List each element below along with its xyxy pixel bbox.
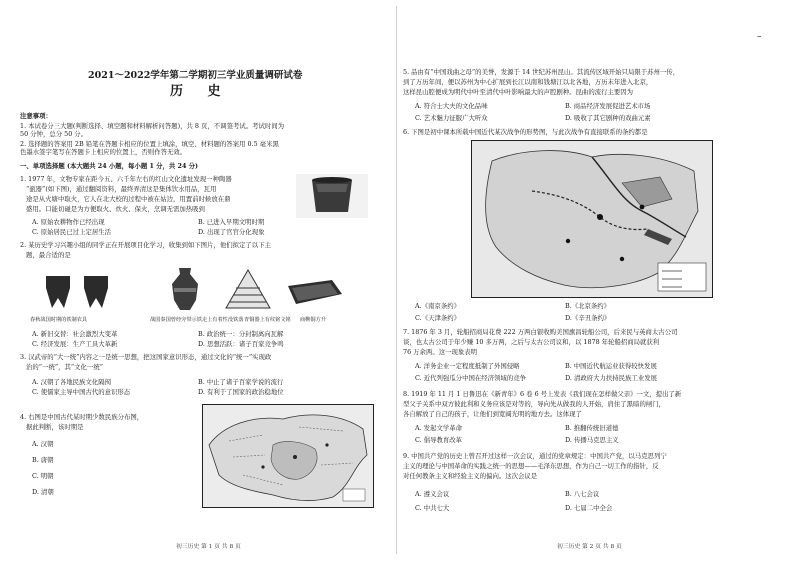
bronze-inscription-image [222, 268, 274, 312]
q8-option-c: C. 倡导教育改革 [415, 436, 463, 444]
q5-stem: 5. 品由有“中国戏曲之母”的美誉，发源于 14 世纪苏州昆山。其流传区域开始只局限于苏州一传， [403, 68, 680, 76]
q2-option-c: C. 经济发展：生产工具大革新 [32, 340, 118, 348]
ethnic-distribution-map [202, 404, 374, 508]
war-situation-map [471, 140, 713, 298]
q3-option-d: D. 有利于了国家的政治稳地位 [198, 388, 284, 396]
q9-option-a: A. 遵义会议 [415, 490, 450, 498]
page-footer-left: 初三历史 第 1 页 共 8 页 [176, 544, 241, 550]
q7-option-a: A. 洋务企业一定程度抵制了外国侵略 [415, 362, 520, 370]
q5-option-d: D. 吸收了其它剧种的戏曲元素 [565, 114, 651, 122]
notice-line: 色墨水签字笔写在答题卡上相应的位置上，否则作答无效。 [20, 148, 187, 156]
bronze-vessel-image [168, 266, 202, 312]
q5-option-a: A. 符合士大夫的文化品味 [415, 102, 488, 110]
q1-stem: 1. 1977 年，文物专家在距今五、六千年左右的红山文化遗址发现一种陶器 [20, 175, 232, 183]
q1-option-d: D. 出现了官官分化现象 [198, 228, 265, 236]
corner-dash-icon: – [757, 32, 762, 42]
q4-stem: 4. 右图是中国古代某时期少数民族分布图， [20, 413, 144, 421]
q6-option-a: A.《南京条约》 [415, 302, 460, 310]
exam-title: 2021～2022学年第二学期初三学业质量调研试卷 [88, 70, 303, 81]
q1-option-a: A. 原始农耕物作已经出现 [32, 218, 105, 226]
q9-stem: 对任何教条主义和经验主义的偏向。这次会议是 [403, 472, 538, 480]
q3-option-b: B. 中止了诸子百家学说的流行 [198, 378, 284, 386]
q1-option-c: C. 原始居民已过上定居生活 [32, 228, 112, 236]
q7-stem: 76 万余两。这一现象表明 [403, 348, 478, 356]
q1-stem: “瓿器”(如下图)，通过翻阅资料，最终弄清这是集体饮水用品，瓦用 [26, 185, 217, 193]
q3-stem: 3. 汉武帝的“大一统”内容之一是统一思想，把这国家意识形态，通过文化的“统一”实现政 [20, 353, 272, 361]
right-page [397, 0, 794, 561]
notice-line: 2. 选择题的答案用 2B 铅笔在答题卡相应的位置上填涂，填空、材料题的答案用 0.5 毫米黑 [20, 140, 279, 148]
bronze-measure-image [282, 272, 348, 312]
q5-stem: 这样昆山腔便成为明代中叶至清代中叶影响最大的声腔剧种。昆曲的流行主要因为 [403, 88, 634, 96]
q4-option-a: A. 汉朝 [32, 440, 54, 448]
q8-stem: 8. 1919 年 11 月 1 日鲁迅在《新青年》6 卷 6 号上发表《我们现在怎样做父亲》一文，提出了新 [403, 390, 682, 398]
image-caption: 商鞅铜方升 [300, 317, 326, 323]
q5-option-b: B. 商品经济发展促进艺术市场 [565, 102, 651, 110]
q2-option-a: A. 新旧交替：社会激烈大变革 [32, 330, 118, 338]
q3-option-a: A. 汉朝了各地民族文化隔阂 [32, 378, 111, 386]
q4-option-c: C. 明朝 [32, 472, 54, 480]
q8-stem: 各自解放了自己的孩子，让他们到宽阔光明的地方去。这体现了 [403, 410, 582, 418]
q4-option-b: B. 唐朝 [32, 456, 54, 464]
exam-subject: 历 史 [170, 84, 231, 99]
notice-line: 1. 本试卷分三大题(判断选择、填空题和材料解析问答题)，共 8 页，不调签考试。考试时间为 [20, 122, 285, 130]
q8-stem: 型父子关系中双方彼此利和义务应该是对等的，导向先从做我的人开始，肩住了黑暗的闸门， [403, 400, 666, 408]
image-caption: 战国秦国曾经旁带示铁走上有着性没铁落 [150, 317, 244, 323]
q9-option-c: C. 中共七大 [415, 504, 450, 512]
q3-stem: 治的“一统”，其“文化一统” [26, 363, 103, 371]
q5-stem: 到了万历年间，便以苏州为中心扩展到长江以南和钱塘江以北各地，万历末年进入北京， [403, 78, 653, 86]
q7-option-d: D. 清政府大力扶持民族工业发展 [565, 374, 658, 382]
q6-option-c: C.《天津条约》 [415, 314, 461, 322]
q1-stem: 盛用。口能切碰是为方便取火、炊火、保火，烹调无需加热吸到 [26, 205, 205, 213]
q8-option-d: D. 传播马克思主义 [565, 436, 619, 444]
q9-option-d: D. 七届二中全会 [565, 504, 613, 512]
image-caption: 青铜器上有纹铭文铭 [244, 317, 291, 323]
page-footer-right: 初三历史 第 2 页 共 8 页 [557, 544, 622, 550]
q8-option-b: B. 推翻传统旧道德 [565, 424, 619, 432]
q2-stem: 题，最合适的是 [26, 251, 71, 259]
image-caption: 春秋战国时期的铁制农具 [30, 317, 88, 323]
q1-option-b: B. 已进入早期文明时期 [198, 218, 265, 226]
notice-line: 50 分钟，总分 50 分。 [20, 130, 88, 138]
q7-stem: 7. 1876 年 3 月，轮船招商局花费 222 万两白银收购美国旗昌轮船公司，后来民与英商太古公司 [403, 328, 678, 336]
q6-stem: 6. 下图是初中课本所载中国近代某次战争的形势图，与此次战争有直接联系的条约都是 [403, 128, 648, 136]
q6-option-b: B.《北京条约》 [565, 302, 611, 310]
q8-option-a: A. 发起文学革命 [415, 424, 463, 432]
section-heading: 一、单项选择题 (本大题共 24 小题，每小题 1 分，共 24 分) [20, 162, 199, 170]
q4-stem: 据此判断，该时期是 [26, 423, 84, 431]
q1-stem: 途是从火塘中取火，它人在北大校的过程中被在姑边，用置前时候放在鼎 [26, 195, 231, 203]
q6-option-d: D.《辛丑条约》 [565, 314, 611, 322]
iron-tools-image [40, 268, 120, 312]
q2-option-d: D. 思想活跃：诸子百家竞争鸣 [198, 340, 284, 348]
notice-heading: 注意事项： [20, 112, 52, 120]
q9-option-b: B. 八七会议 [565, 490, 600, 498]
q2-stem: 2. 某历史学习兴趣小组的同学正在开展项目化学习，收集到如下图片，他们拟定了以下主 [20, 241, 271, 249]
q7-option-c: C. 近代列强瓜分中国在经济领域的竞争 [415, 374, 526, 382]
q5-option-c: C. 艺术魅力征服广大听众 [415, 114, 488, 122]
q3-option-c: C. 使儒家主导中国古代的意识形态 [32, 388, 131, 396]
q9-stem: 9. 中国共产党的历史上曾召开过这样一次会议，通过的党章规定：中国共产党，以马克思列宁 [403, 452, 667, 460]
q4-option-d: D. 清朝 [32, 488, 54, 496]
pottery-vessel-image [296, 174, 368, 218]
q9-stem: 主义的理论与中国革命的实践之统一的思想——毛泽东思想，作为自己一切工作的指针，反 [403, 462, 659, 470]
q2-option-b: B. 政治统一：分封制离向瓦解 [198, 330, 284, 338]
q7-option-b: B. 中国近代航运业获得较快发展 [565, 362, 657, 370]
q7-stem: 谈，也太古公司于年少赚 10 多万两，之后与太古公司议和，以 1878 年轮船招商局就获利 [403, 338, 660, 346]
